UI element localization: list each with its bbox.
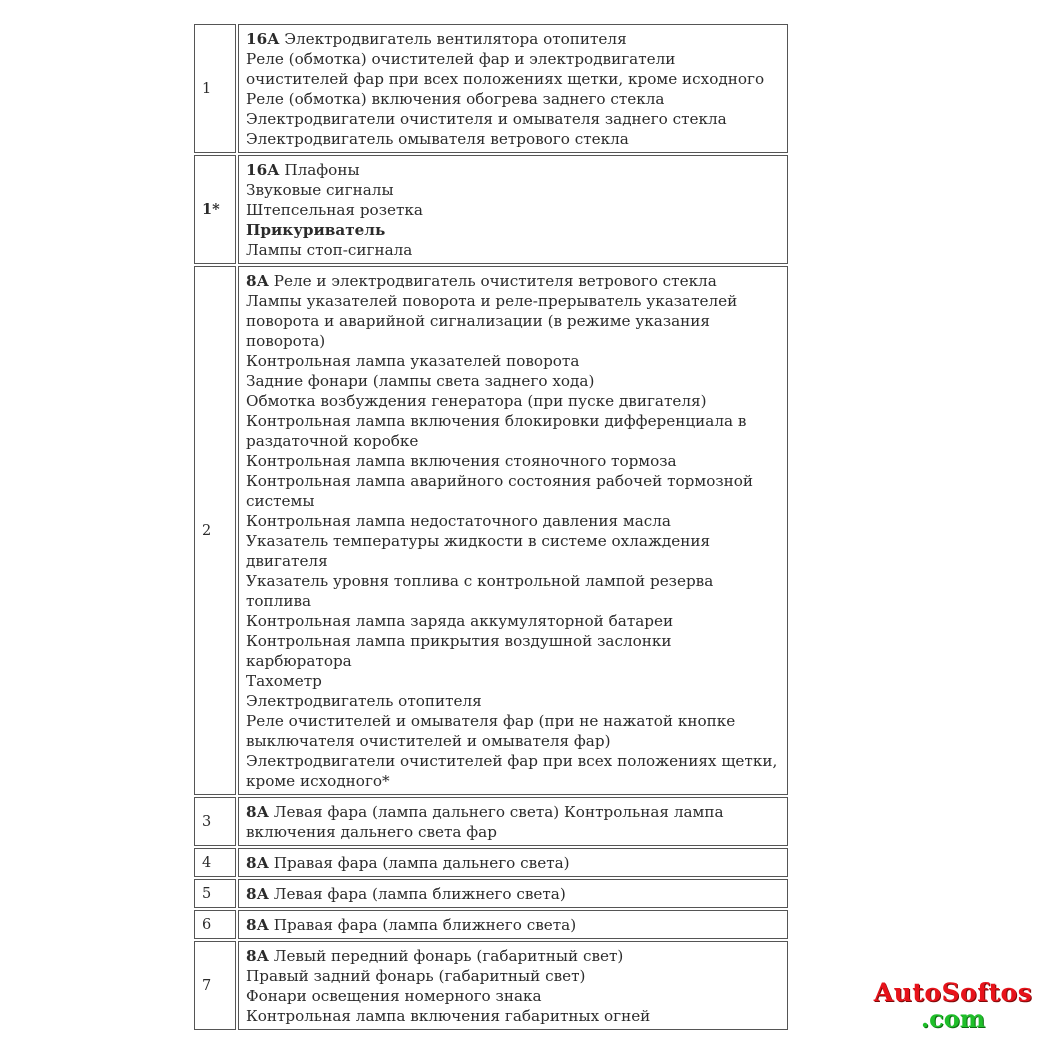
circuit-line [246,691,781,711]
circuit-text: Задние фонари (лампы света заднего хода) [246,372,595,390]
circuit-line [246,802,781,842]
circuit-text: Правый задний фонарь (габаритный свет) [246,967,586,985]
fuse-description-cell [238,797,788,846]
circuit-line [246,271,781,291]
circuit-text: Контрольная лампа включения стояночного тормоза [246,452,677,470]
fuse-rating: Прикуриватель [246,221,386,239]
fuse-number-cell: 3 [194,797,236,846]
circuit-line [246,180,781,200]
circuit-text: Контрольная лампа аварийного состояния рабочей тормозной системы [246,472,754,510]
fuse-table [192,22,790,1032]
table-row [194,24,788,153]
circuit-line [246,966,781,986]
circuit-line [246,853,781,873]
fuse-description-cell [238,24,788,153]
fuse-number-cell: 6 [194,910,236,939]
fuse-number-cell: 1 [194,24,236,153]
fuse-number-cell: 7 [194,941,236,1030]
circuit-line [246,884,781,904]
circuit-text: Штепсельная розетка [246,201,423,219]
fuse-description-cell [238,155,788,264]
circuit-line [246,451,781,471]
circuit-text: Левый передний фонарь (габаритный свет) [268,947,624,965]
fuse-description-cell [238,848,788,877]
circuit-text: Реле (обмотка) очистителей фар и электродвигатели очистителей фар при всех положениях щетки, кроме исходного [246,50,765,88]
circuit-line [246,986,781,1006]
fuse-description-cell [238,266,788,795]
circuit-line [246,631,781,671]
circuit-text: Указатель температуры жидкости в системе охлаждения двигателя [246,532,711,570]
circuit-text: Звуковые сигналы [246,181,394,199]
circuit-text: Тахометр [246,672,322,690]
fuse-rating: 16А [246,30,280,48]
fuse-table-body [194,24,788,1030]
table-row [194,797,788,846]
circuit-line [246,220,781,240]
circuit-text: Контрольная лампа заряда аккумуляторной батареи [246,612,674,630]
circuit-line [246,200,781,220]
circuit-line [246,751,781,791]
circuit-text: Левая фара (лампа ближнего света) [268,885,566,903]
circuit-text: Лампы указателей поворота и реле-прерыватель указателей поворота и аварийной сигнализации (в режиме указания поворота) [246,292,738,350]
circuit-line [246,351,781,371]
fuse-number-cell: 5 [194,879,236,908]
circuit-line [246,571,781,611]
circuit-text: Левая фара (лампа дальнего света) Контрольная лампа включения дальнего света фар [246,803,724,841]
circuit-text: Реле очистителей и омывателя фар (при не нажатой кнопке выключателя очистителей и омывателя фар) [246,712,736,750]
circuit-line [246,511,781,531]
fuse-number-cell: 2 [194,266,236,795]
fuse-rating: 8А [246,803,269,821]
circuit-text: Контрольная лампа прикрытия воздушной заслонки карбюратора [246,632,672,670]
circuit-line [246,915,781,935]
circuit-text: Электродвигатель вентилятора отопителя [279,30,627,48]
circuit-line [246,371,781,391]
watermark-logo [858,980,1048,1032]
circuit-line [246,291,781,351]
circuit-text: Электродвигатели очистителя и омывателя заднего стекла [246,110,727,128]
circuit-text: Фонари освещения номерного знака [246,987,542,1005]
watermark-line-1: AutoSoftos [873,978,1033,1007]
circuit-text: Плафоны [279,161,360,179]
circuit-line [246,411,781,451]
circuit-text: Лампы стоп-сигнала [246,241,413,259]
fuse-rating: 8А [246,947,269,965]
circuit-text: Электродвигатель отопителя [246,692,482,710]
table-row [194,266,788,795]
watermark-line-2: .com [920,1004,986,1033]
table-row [194,848,788,877]
circuit-line [246,1006,781,1026]
fuse-rating: 8А [246,916,269,934]
circuit-line [246,391,781,411]
circuit-line [246,946,781,966]
circuit-line [246,49,781,89]
fuse-rating: 8А [246,272,269,290]
circuit-line [246,109,781,129]
circuit-text: Обмотка возбуждения генератора (при пуске двигателя) [246,392,707,410]
circuit-text: Контрольная лампа указателей поворота [246,352,580,370]
circuit-text: Правая фара (лампа ближнего света) [268,916,577,934]
fuse-number-cell: 4 [194,848,236,877]
circuit-text: Правая фара (лампа дальнего света) [268,854,570,872]
circuit-text: Контрольная лампа недостаточного давления масла [246,512,671,530]
circuit-line [246,611,781,631]
table-row [194,941,788,1030]
circuit-line [246,89,781,109]
fuse-number-cell: 1* [194,155,236,264]
circuit-line [246,531,781,571]
table-row [194,879,788,908]
circuit-line [246,29,781,49]
circuit-text: Электродвигатели очистителей фар при всех положениях щетки, кроме исходного* [246,752,778,790]
circuit-line [246,240,781,260]
fuse-rating: 16А [246,161,280,179]
fuse-description-cell [238,941,788,1030]
fuse-description-cell [238,910,788,939]
circuit-line [246,129,781,149]
circuit-line [246,471,781,511]
circuit-text: Электродвигатель омывателя ветрового стекла [246,130,629,148]
fuse-description-cell [238,879,788,908]
circuit-text: Контрольная лампа включения блокировки дифференциала в раздаточной коробке [246,412,747,450]
circuit-text: Указатель уровня топлива с контрольной лампой резерва топлива [246,572,714,610]
circuit-text: Реле и электродвигатель очистителя ветрового стекла [268,272,717,290]
circuit-text: Реле (обмотка) включения обогрева заднего стекла [246,90,665,108]
circuit-text: Контрольная лампа включения габаритных огней [246,1007,651,1025]
table-row [194,910,788,939]
circuit-line [246,671,781,691]
circuit-line [246,160,781,180]
table-row [194,155,788,264]
circuit-line [246,711,781,751]
fuse-rating: 8А [246,854,269,872]
fuse-rating: 8А [246,885,269,903]
